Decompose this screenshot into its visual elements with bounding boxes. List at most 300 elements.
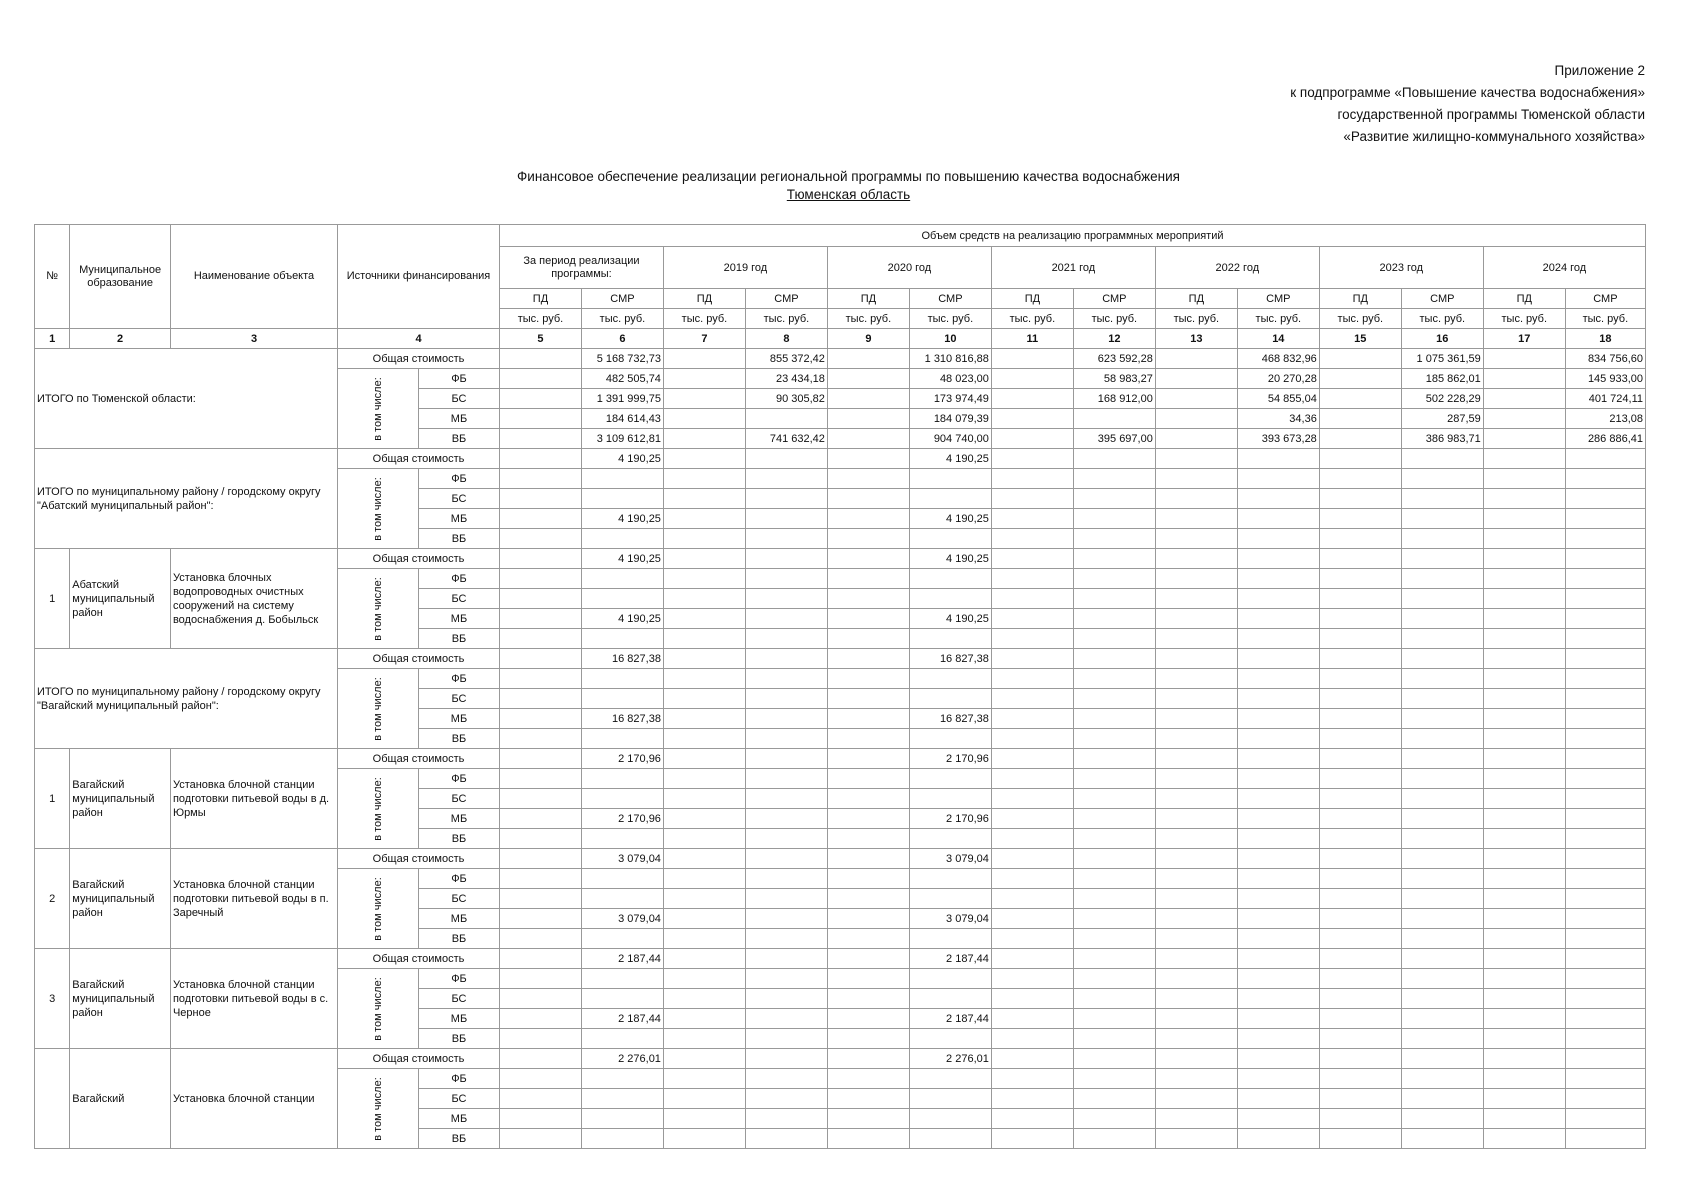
value-cell — [991, 909, 1073, 929]
header-object-name: Наименование объекта — [170, 225, 337, 329]
value-cell — [745, 489, 827, 509]
value-cell — [1073, 409, 1155, 429]
value-cell — [1155, 849, 1237, 869]
source-label: ВБ — [419, 929, 500, 949]
value-cell — [1155, 349, 1237, 369]
value-cell — [1319, 769, 1401, 789]
value-cell — [499, 829, 581, 849]
value-cell — [1565, 469, 1645, 489]
source-label: ВБ — [419, 829, 500, 849]
value-cell — [1483, 529, 1565, 549]
value-cell — [827, 789, 909, 809]
value-cell — [1319, 949, 1401, 969]
summary-row — [35, 649, 1646, 669]
appendix-line: к подпрограмме «Повышение качества водоснабжения» — [1290, 85, 1645, 100]
value-cell — [1237, 529, 1319, 549]
value-cell — [745, 969, 827, 989]
value-cell — [1319, 1069, 1401, 1089]
value-cell — [827, 1069, 909, 1089]
value-cell — [991, 469, 1073, 489]
value-cell — [1565, 729, 1645, 749]
source-label: МБ — [419, 909, 500, 929]
value-cell — [1073, 549, 1155, 569]
value-cell — [1073, 609, 1155, 629]
header-unit: тыс. руб. — [1319, 309, 1401, 329]
total-cost-label: Общая стоимость — [338, 749, 500, 769]
value-cell — [909, 689, 991, 709]
column-number: 13 — [1155, 329, 1237, 349]
value-cell — [499, 1109, 581, 1129]
value-cell — [1401, 689, 1483, 709]
value-cell — [909, 769, 991, 789]
value-cell — [827, 909, 909, 929]
value-cell — [1237, 769, 1319, 789]
value-cell — [499, 769, 581, 789]
value-cell — [827, 589, 909, 609]
value-cell — [991, 589, 1073, 609]
value-cell — [1565, 1069, 1645, 1089]
value-cell — [827, 749, 909, 769]
value-cell — [663, 649, 745, 669]
value-cell — [1565, 789, 1645, 809]
value-cell — [1401, 989, 1483, 1009]
value-cell — [827, 969, 909, 989]
header-pd: ПД — [991, 289, 1073, 309]
value-cell — [499, 549, 581, 569]
value-cell — [909, 489, 991, 509]
value-cell — [499, 489, 581, 509]
header-year-2023: 2023 год — [1319, 247, 1483, 289]
value-cell — [1155, 689, 1237, 709]
value-cell — [1155, 729, 1237, 749]
value-cell — [663, 389, 745, 409]
value-cell — [1155, 749, 1237, 769]
value-cell: 2 187,44 — [909, 949, 991, 969]
value-cell — [499, 409, 581, 429]
value-cell — [663, 489, 745, 509]
value-cell — [1237, 809, 1319, 829]
value-cell: 482 505,74 — [581, 369, 663, 389]
value-cell — [1483, 1009, 1565, 1029]
including-label-cell — [338, 969, 419, 1049]
value-cell — [745, 929, 827, 949]
value-cell — [663, 1049, 745, 1069]
value-cell — [499, 849, 581, 869]
value-cell — [827, 389, 909, 409]
value-cell — [663, 429, 745, 449]
value-cell — [1565, 1049, 1645, 1069]
source-label: ФБ — [419, 369, 500, 389]
value-cell — [1319, 1029, 1401, 1049]
value-cell — [1155, 429, 1237, 449]
source-label: БС — [419, 789, 500, 809]
object-row — [35, 1049, 1646, 1069]
including-label: в том числе: — [372, 376, 385, 441]
header-unit: тыс. руб. — [991, 309, 1073, 329]
financing-table — [34, 224, 1646, 1149]
value-cell — [499, 909, 581, 929]
value-cell: 502 228,29 — [1401, 389, 1483, 409]
including-label: в том числе: — [372, 976, 385, 1041]
value-cell — [1483, 369, 1565, 389]
value-cell — [991, 849, 1073, 869]
value-cell — [1565, 849, 1645, 869]
value-cell — [1237, 669, 1319, 689]
source-label: МБ — [419, 509, 500, 529]
value-cell — [1073, 1069, 1155, 1089]
value-cell — [991, 689, 1073, 709]
value-cell — [499, 989, 581, 1009]
value-cell — [499, 709, 581, 729]
value-cell: 23 434,18 — [745, 369, 827, 389]
value-cell: 4 190,25 — [909, 609, 991, 629]
value-cell — [1401, 489, 1483, 509]
value-cell — [1483, 1109, 1565, 1129]
value-cell — [1155, 909, 1237, 929]
value-cell — [1483, 569, 1565, 589]
including-label-cell — [338, 369, 419, 449]
value-cell — [1565, 569, 1645, 589]
value-cell — [1565, 749, 1645, 769]
value-cell — [663, 609, 745, 629]
value-cell: 393 673,28 — [1237, 429, 1319, 449]
header-pd: ПД — [499, 289, 581, 309]
value-cell — [1073, 1089, 1155, 1109]
value-cell — [745, 529, 827, 549]
column-number-row — [35, 329, 1646, 349]
value-cell — [745, 909, 827, 929]
value-cell — [1483, 1089, 1565, 1109]
appendix-line: государственной программы Тюменской области — [1337, 107, 1645, 122]
value-cell — [827, 349, 909, 369]
value-cell — [991, 1009, 1073, 1029]
source-label: ВБ — [419, 1129, 500, 1149]
value-cell — [1237, 829, 1319, 849]
source-label: ФБ — [419, 469, 500, 489]
value-cell — [663, 949, 745, 969]
value-cell — [499, 349, 581, 369]
value-cell — [1155, 669, 1237, 689]
total-cost-label: Общая стоимость — [338, 649, 500, 669]
value-cell — [663, 369, 745, 389]
value-cell — [581, 669, 663, 689]
value-cell — [1483, 789, 1565, 809]
value-cell — [827, 1009, 909, 1029]
source-label: ФБ — [419, 969, 500, 989]
value-cell — [991, 629, 1073, 649]
value-cell — [827, 769, 909, 789]
value-cell — [1401, 729, 1483, 749]
value-cell — [1565, 609, 1645, 629]
value-cell — [1237, 789, 1319, 809]
object-index: 1 — [35, 749, 70, 849]
value-cell — [909, 989, 991, 1009]
header-smr: СМР — [1401, 289, 1483, 309]
source-label: БС — [419, 489, 500, 509]
header-volume: Объем средств на реализацию программных мероприятий — [499, 225, 1645, 247]
value-cell — [827, 609, 909, 629]
appendix-line: «Развитие жилищно-коммунального хозяйства» — [1343, 129, 1645, 144]
value-cell: 4 190,25 — [909, 549, 991, 569]
value-cell — [1237, 849, 1319, 869]
value-cell — [1073, 449, 1155, 469]
value-cell — [663, 1029, 745, 1049]
value-cell — [909, 589, 991, 609]
table-body — [35, 349, 1646, 1149]
value-cell — [745, 649, 827, 669]
value-cell — [745, 469, 827, 489]
value-cell — [1565, 509, 1645, 529]
value-cell — [1237, 969, 1319, 989]
value-cell — [581, 1129, 663, 1149]
value-cell — [1155, 629, 1237, 649]
value-cell — [663, 589, 745, 609]
value-cell — [909, 1069, 991, 1089]
value-cell: 2 276,01 — [581, 1049, 663, 1069]
value-cell — [909, 1129, 991, 1149]
value-cell — [991, 829, 1073, 849]
value-cell — [663, 769, 745, 789]
value-cell: 2 170,96 — [909, 749, 991, 769]
value-cell — [1237, 649, 1319, 669]
value-cell — [1483, 1029, 1565, 1049]
value-cell — [1237, 989, 1319, 1009]
value-cell: 741 632,42 — [745, 429, 827, 449]
value-cell — [745, 609, 827, 629]
value-cell — [1565, 889, 1645, 909]
value-cell — [1155, 989, 1237, 1009]
value-cell — [1319, 1129, 1401, 1149]
value-cell — [499, 609, 581, 629]
column-number: 12 — [1073, 329, 1155, 349]
value-cell — [1155, 389, 1237, 409]
header-year-2021: 2021 год — [991, 247, 1155, 289]
value-cell — [1237, 589, 1319, 609]
value-cell — [745, 749, 827, 769]
value-cell — [745, 1009, 827, 1029]
value-cell — [991, 709, 1073, 729]
value-cell — [499, 889, 581, 909]
value-cell — [1073, 669, 1155, 689]
value-cell — [1155, 789, 1237, 809]
value-cell — [745, 409, 827, 429]
value-cell: 904 740,00 — [909, 429, 991, 449]
value-cell — [499, 809, 581, 829]
value-cell — [499, 429, 581, 449]
value-cell — [827, 689, 909, 709]
value-cell — [581, 529, 663, 549]
value-cell — [827, 809, 909, 829]
value-cell — [745, 1069, 827, 1089]
source-label: ВБ — [419, 429, 500, 449]
value-cell — [1401, 609, 1483, 629]
value-cell — [991, 789, 1073, 809]
header-pd: ПД — [827, 289, 909, 309]
value-cell — [909, 469, 991, 489]
value-cell — [909, 929, 991, 949]
value-cell — [991, 449, 1073, 469]
value-cell: 145 933,00 — [1565, 369, 1645, 389]
value-cell — [663, 969, 745, 989]
value-cell — [663, 1069, 745, 1089]
value-cell — [827, 709, 909, 729]
value-cell — [745, 829, 827, 849]
value-cell — [581, 489, 663, 509]
value-cell — [499, 469, 581, 489]
value-cell — [1237, 609, 1319, 629]
value-cell — [581, 829, 663, 849]
value-cell — [1073, 1109, 1155, 1129]
value-cell — [1073, 689, 1155, 709]
value-cell — [1565, 929, 1645, 949]
value-cell: 16 827,38 — [909, 649, 991, 669]
value-cell: 2 170,96 — [581, 809, 663, 829]
value-cell — [663, 829, 745, 849]
value-cell — [909, 729, 991, 749]
value-cell — [1483, 649, 1565, 669]
source-label: МБ — [419, 1109, 500, 1129]
value-cell — [1073, 1029, 1155, 1049]
value-cell: 2 276,01 — [909, 1049, 991, 1069]
value-cell — [1155, 609, 1237, 629]
value-cell — [1401, 569, 1483, 589]
value-cell — [827, 489, 909, 509]
value-cell — [1483, 689, 1565, 709]
value-cell — [1565, 709, 1645, 729]
source-label: МБ — [419, 809, 500, 829]
value-cell — [991, 989, 1073, 1009]
value-cell — [1155, 449, 1237, 469]
value-cell — [909, 669, 991, 689]
value-cell — [991, 669, 1073, 689]
value-cell — [1319, 549, 1401, 569]
total-cost-label: Общая стоимость — [338, 1049, 500, 1069]
value-cell — [745, 869, 827, 889]
value-cell — [1319, 429, 1401, 449]
value-cell — [1483, 389, 1565, 409]
value-cell — [745, 569, 827, 589]
header-unit: тыс. руб. — [909, 309, 991, 329]
value-cell — [1319, 909, 1401, 929]
value-cell — [1319, 689, 1401, 709]
value-cell — [499, 509, 581, 529]
value-cell — [1483, 509, 1565, 529]
value-cell — [745, 629, 827, 649]
value-cell — [1401, 849, 1483, 869]
financing-table-wrap — [34, 224, 1646, 1156]
value-cell — [991, 1029, 1073, 1049]
header-unit: тыс. руб. — [1483, 309, 1565, 329]
value-cell — [991, 1109, 1073, 1129]
total-cost-label: Общая стоимость — [338, 449, 500, 469]
value-cell — [1565, 969, 1645, 989]
value-cell — [499, 1009, 581, 1029]
header-unit: тыс. руб. — [581, 309, 663, 329]
value-cell — [1401, 449, 1483, 469]
value-cell — [1401, 809, 1483, 829]
value-cell — [1401, 1069, 1483, 1089]
value-cell — [909, 789, 991, 809]
value-cell: 855 372,42 — [745, 349, 827, 369]
value-cell — [991, 389, 1073, 409]
value-cell — [745, 689, 827, 709]
value-cell — [1319, 509, 1401, 529]
value-cell — [1073, 969, 1155, 989]
value-cell — [1155, 1009, 1237, 1029]
value-cell — [1155, 1109, 1237, 1129]
value-cell — [745, 1109, 827, 1129]
value-cell — [1483, 889, 1565, 909]
value-cell — [581, 1089, 663, 1109]
value-cell — [1401, 1049, 1483, 1069]
value-cell — [991, 649, 1073, 669]
header-pd: ПД — [663, 289, 745, 309]
value-cell — [1319, 469, 1401, 489]
value-cell — [745, 849, 827, 869]
value-cell — [745, 1089, 827, 1109]
document-subtitle: Тюменская область — [786, 187, 911, 202]
value-cell: 4 190,25 — [581, 609, 663, 629]
value-cell — [909, 869, 991, 889]
value-cell — [1237, 469, 1319, 489]
value-cell — [1319, 569, 1401, 589]
value-cell — [1565, 769, 1645, 789]
value-cell — [827, 629, 909, 649]
value-cell — [827, 869, 909, 889]
value-cell — [1155, 1129, 1237, 1149]
value-cell — [1565, 649, 1645, 669]
value-cell — [827, 649, 909, 669]
column-number: 5 — [499, 329, 581, 349]
value-cell — [991, 369, 1073, 389]
value-cell — [499, 689, 581, 709]
column-number: 18 — [1565, 329, 1645, 349]
value-cell — [663, 569, 745, 589]
value-cell — [827, 989, 909, 1009]
column-number: 10 — [909, 329, 991, 349]
value-cell — [827, 469, 909, 489]
value-cell — [499, 949, 581, 969]
object-index: 2 — [35, 849, 70, 949]
value-cell — [1401, 909, 1483, 929]
header-smr: СМР — [1565, 289, 1645, 309]
value-cell — [1319, 1009, 1401, 1029]
value-cell — [1565, 809, 1645, 829]
value-cell — [1401, 1029, 1483, 1049]
value-cell — [1073, 849, 1155, 869]
value-cell — [991, 529, 1073, 549]
header-num: № — [35, 225, 70, 329]
header-unit: тыс. руб. — [499, 309, 581, 329]
value-cell — [991, 949, 1073, 969]
value-cell — [1237, 949, 1319, 969]
value-cell — [1483, 449, 1565, 469]
value-cell — [663, 889, 745, 909]
value-cell: 4 190,25 — [909, 449, 991, 469]
value-cell — [1483, 769, 1565, 789]
including-label-cell — [338, 869, 419, 949]
value-cell — [1319, 849, 1401, 869]
header-pd: ПД — [1483, 289, 1565, 309]
value-cell: 20 270,28 — [1237, 369, 1319, 389]
value-cell — [663, 1109, 745, 1129]
value-cell — [827, 1089, 909, 1109]
value-cell — [1237, 929, 1319, 949]
value-cell: 2 187,44 — [581, 1009, 663, 1029]
value-cell: 90 305,82 — [745, 389, 827, 409]
value-cell — [1565, 689, 1645, 709]
including-label-cell — [338, 669, 419, 749]
